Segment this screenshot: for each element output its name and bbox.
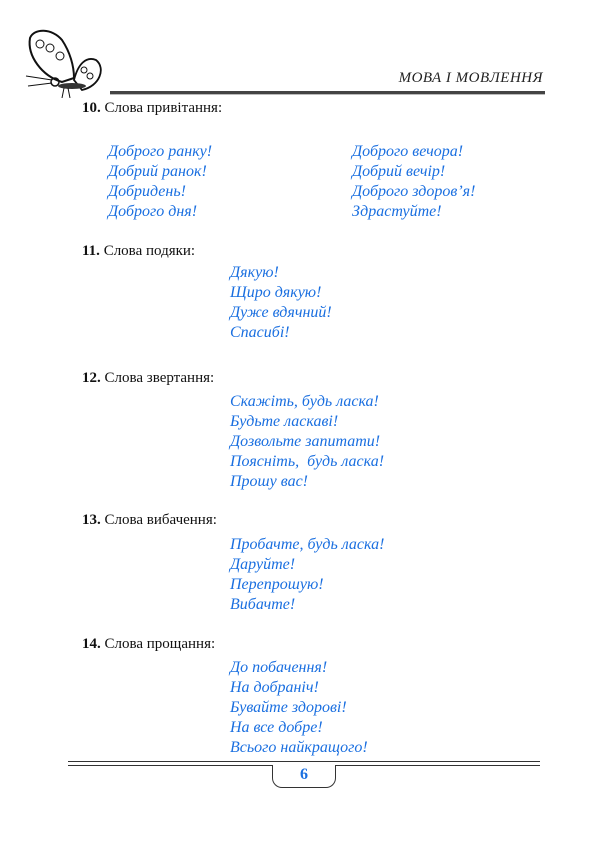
list-item: На все добре! bbox=[230, 719, 323, 736]
list-item: Будьте ласкаві! bbox=[230, 413, 339, 430]
list-item: Пробачте, будь ласка! bbox=[230, 536, 385, 553]
list-item: Доброго ранку! bbox=[108, 143, 213, 160]
list-item: Добридень! bbox=[108, 183, 186, 200]
list-item: Вибачте! bbox=[230, 596, 296, 613]
section-heading: 10. Слова привітання: bbox=[82, 100, 223, 116]
list-item: Добрий ранок! bbox=[108, 163, 207, 180]
header-rule bbox=[110, 91, 545, 95]
list-item: Бувайте здорові! bbox=[230, 699, 347, 716]
section-heading: 14. Слова прощання: bbox=[82, 636, 216, 652]
list-item: До побачення! bbox=[230, 659, 328, 676]
list-item: Здрастуйте! bbox=[352, 203, 442, 220]
footer-rule bbox=[68, 761, 540, 762]
list-item: Прошу вас! bbox=[230, 473, 308, 490]
list-item: Скажіть, будь ласка! bbox=[230, 393, 379, 410]
farewell-list bbox=[230, 658, 368, 758]
list-item: Доброго дня! bbox=[108, 203, 198, 220]
list-item: Даруйте! bbox=[230, 556, 296, 573]
butterfly-icon bbox=[22, 26, 102, 98]
page-number: 6 bbox=[272, 765, 336, 788]
greetings-right-list bbox=[352, 142, 475, 222]
list-item: Щиро дякую! bbox=[230, 284, 322, 301]
address-list bbox=[230, 392, 384, 492]
list-item: Всього найкращого! bbox=[230, 739, 368, 756]
apology-list bbox=[230, 535, 384, 615]
list-item: Дуже вдячний! bbox=[230, 304, 332, 321]
list-item: Поясніть, будь ласка! bbox=[230, 453, 385, 470]
list-item: Доброго здоров’я! bbox=[352, 183, 476, 200]
section-heading: 13. Слова вибачення: bbox=[82, 512, 217, 528]
greetings-left-list bbox=[108, 142, 212, 222]
list-item: Дякую! bbox=[230, 264, 279, 281]
section-heading: 12. Слова звертання: bbox=[82, 370, 215, 386]
section-heading: 11. Слова подяки: bbox=[82, 243, 196, 259]
list-item: Дозвольте запитати! bbox=[230, 433, 381, 450]
running-header: МОВА І МОВЛЕННЯ bbox=[398, 70, 543, 86]
list-item: Доброго вечора! bbox=[352, 143, 464, 160]
list-item: Добрий вечір! bbox=[352, 163, 446, 180]
list-item: Перепрошую! bbox=[230, 576, 324, 593]
thanks-list bbox=[230, 263, 332, 343]
list-item: На добраніч! bbox=[230, 679, 319, 696]
list-item: Спасибі! bbox=[230, 324, 290, 341]
